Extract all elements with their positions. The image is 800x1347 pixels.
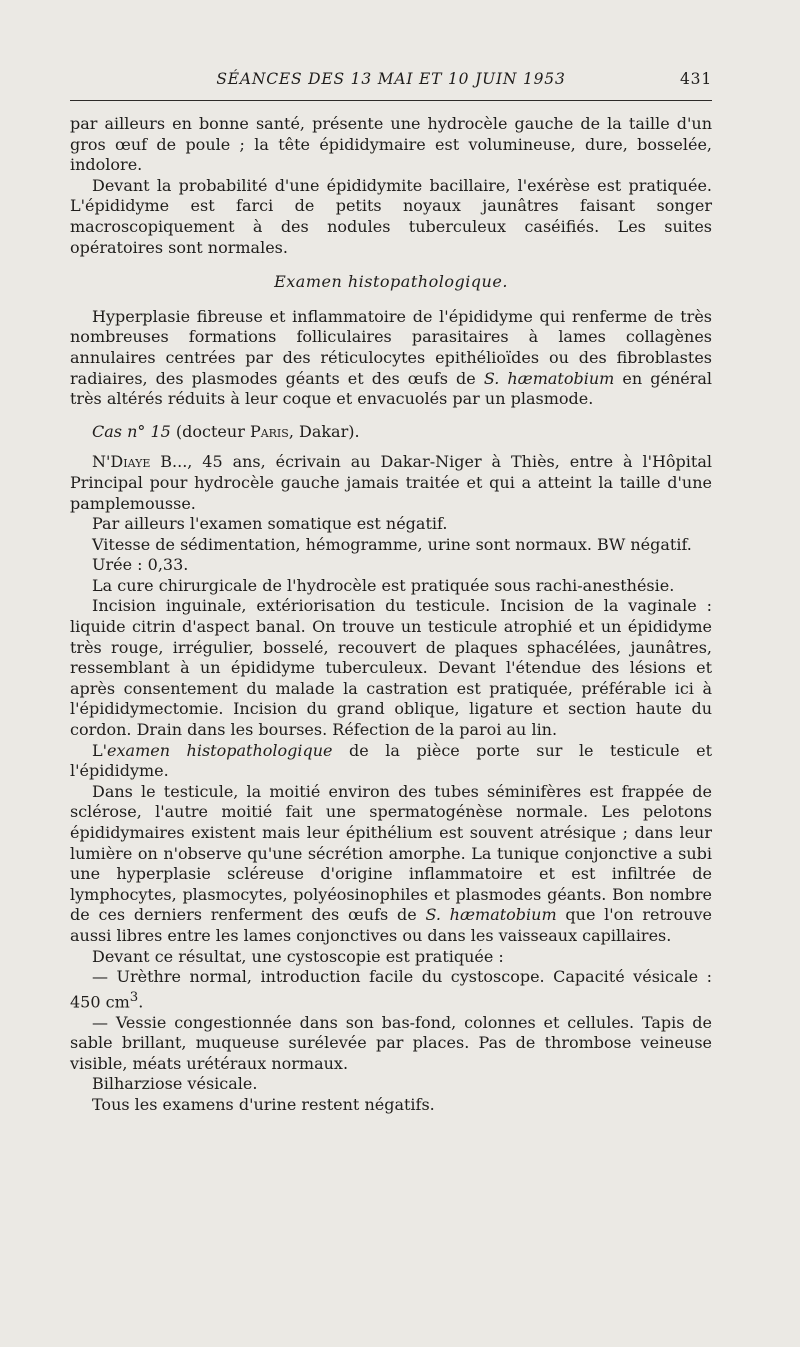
paragraph: Devant ce résultat, une cystoscopie est pratiquée :: [92, 946, 504, 966]
text-run: que l'on retrouve aussi libres entre les lames conjonctives ou dans les vaisseaux capillaires.: [70, 905, 713, 945]
patient-name: N'Diaye: [92, 452, 151, 472]
body-text: [70, 114, 712, 1116]
doctor-name: Paris: [249, 421, 289, 441]
text-run: , Dakar).: [288, 421, 360, 441]
paragraph: Incision inguinale, extériorisation du testicule. Incision de la vaginale : liquide citrin d'aspect banal. On trouve un testicule atrophié et un épididyme très rouge, irrégulier, bosselé, recouvert de plaques sphacélées, jaunâtres, ressemblant à un épididyme tuberculeux. Devant l'étendue des lésions et après consentement du malade la castration est pratiquée, préférable ici à l'épididymectomie. Incision du grand oblique, ligature et section haute du cordon. Drain dans les bourses. Réfection de la paroi au lin.: [70, 596, 712, 740]
paragraph: par ailleurs en bonne santé, présente une hydrocèle gauche de la taille d'un gros œuf de poule ; la tête épididymaire est volumineuse, dure, bosselée, indolore.: [70, 114, 712, 175]
paragraph: Urée : 0,33.: [92, 555, 189, 575]
paragraph: [70, 782, 712, 947]
paragraph: [70, 741, 712, 782]
paragraph: La cure chirurgicale de l'hydrocèle est pratiquée sous rachi-anesthésie.: [92, 575, 675, 595]
running-title: SÉANCES DES 13 MAI ET 10 JUIN 1953: [216, 70, 566, 88]
text-run: Dans le testicule, la moitié environ des tubes séminifères est frappée de sclérose, l'autre moitié fait une spermatogénèse normale. Les pelotons épididymaires existent mais leur épithélium est souvent atrésique ; dans leur lumière on n'observe qu'une sécrétion amorphe. La tunique conjonctive a subi une hyperplasie scléreuse d'origine inflammatoire et est infiltrée de lymphocytes, plasmocytes, polyéosinophiles et plasmodes géants. Bon nombre de ces derniers renferment des œufs de: [70, 781, 712, 925]
paragraph: Par ailleurs l'examen somatique est négatif.: [92, 514, 448, 534]
paragraph: Bilharziose vésicale.: [92, 1074, 258, 1094]
header-rule: [70, 100, 712, 101]
paragraph: Vitesse de sédimentation, hémogramme, urine sont normaux. BW négatif.: [92, 534, 692, 554]
emphasis: examen histopathologique: [107, 740, 333, 760]
text-run: Hyperplasie fibreuse et inflammatoire de l'épididyme qui renferme de très nombreuses formations folliculaires parasitaires à lames collagènes annulaires centrées par des réticulocytes epithélioïdes ou des fibroblastes radiaires, des plasmodes géants et des œufs de: [70, 306, 712, 388]
text-run: (docteur: [170, 421, 250, 441]
text-run: de la pièce porte sur le testicule et l'épididyme.: [70, 740, 713, 781]
text-run: .: [138, 992, 144, 1012]
paragraph: Devant la probabilité d'une épididymite bacillaire, l'exérèse est pratiquée. L'épididyme est farci de petits noyaux jaunâtres faisant songer macroscopiquement à des nodules tuberculeux caséifiés. Les suites opératoires sont normales.: [70, 175, 712, 257]
paragraph: Tous les examens d'urine restent négatifs.: [92, 1095, 435, 1115]
paragraph: [70, 452, 712, 514]
species-name: S. hæmatobium: [425, 905, 557, 925]
paragraph: [70, 967, 712, 1013]
text-run: B..., 45 ans, écrivain au Dakar-Niger à Thiès, entre à l'Hôpital Principal pour hydrocèle gauche jamais traitée et qui a atteint la taille d'une pamplemousse.: [70, 452, 712, 513]
text-run: en général très altérés réduits à leur coque et envacuolés par un plasmode.: [70, 368, 713, 409]
superscript: 3: [129, 989, 139, 1005]
species-name: S. hæmatobium: [483, 368, 615, 388]
paragraph: [70, 307, 712, 410]
page-number: 431: [680, 70, 712, 88]
text-run: L': [92, 740, 108, 760]
text-run: — Urèthre normal, introduction facile du cystoscope. Capacité vésicale : 450 cm: [70, 967, 712, 1012]
section-title: Examen histopathologique.: [274, 272, 508, 292]
paragraph: — Vessie congestionnée dans son bas-fond, colonnes et cellules. Tapis de sable brillant, muqueuse surélevée par places. Pas de thrombose veineuse visible, méats urétéraux normaux.: [70, 1012, 712, 1073]
running-header: [70, 68, 712, 94]
case-label: Cas n° 15: [92, 421, 171, 441]
case-heading: [70, 422, 712, 443]
